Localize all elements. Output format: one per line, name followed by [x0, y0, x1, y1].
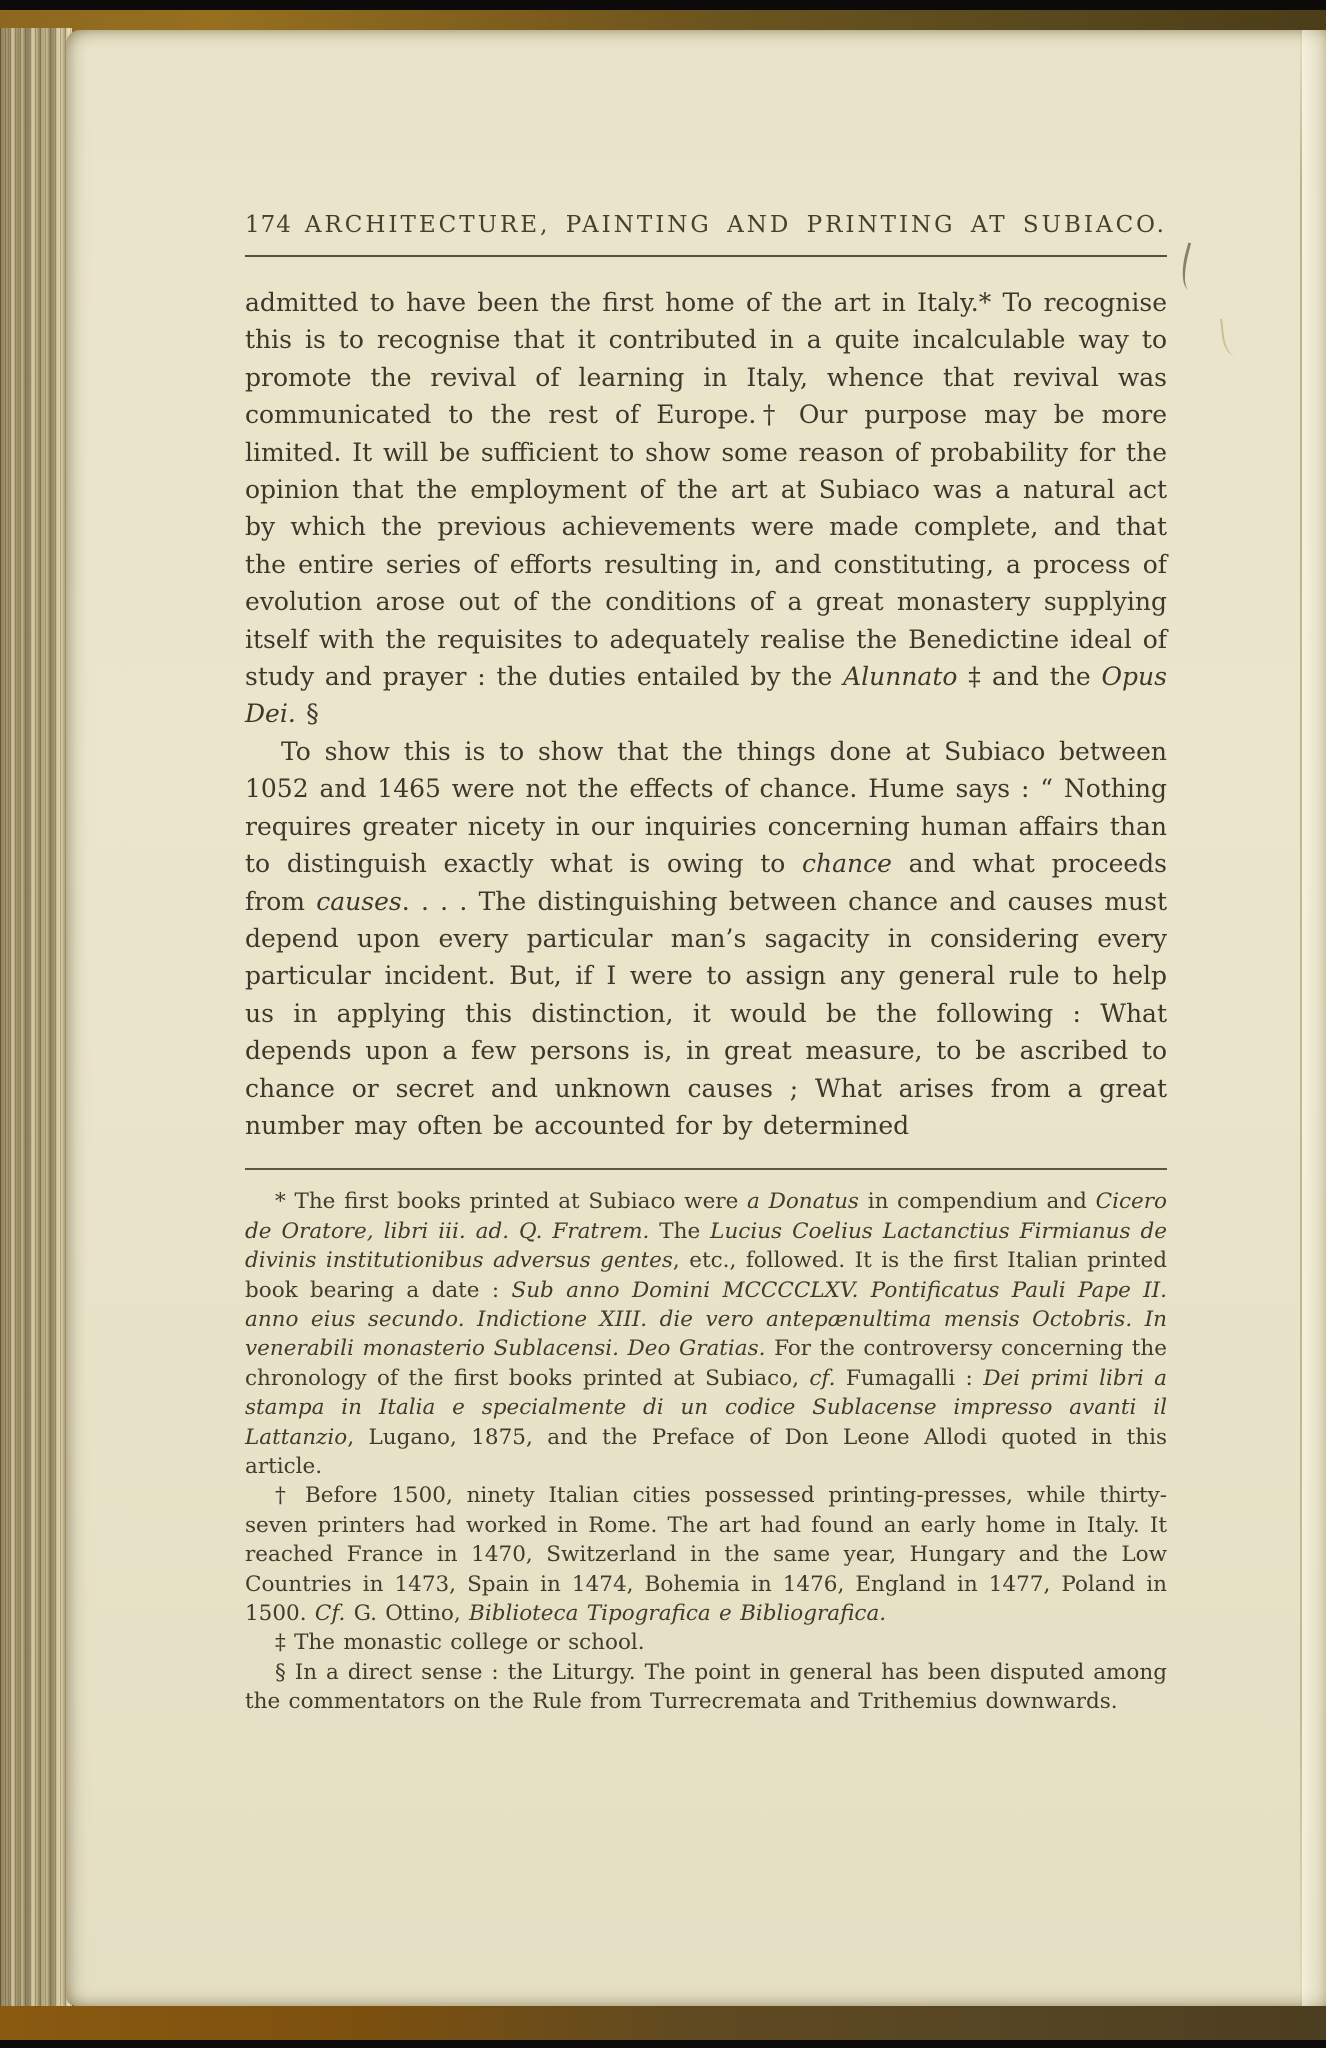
- margin-pen-mark: [1176, 242, 1206, 291]
- footnote-dagger: † Before 1500, ninety Italian cities possessed printing-presses, while thirty-seven printers had worked in Rome. The art had found an early home in Italy. It reached France in 1470, Switzerland in the same year, Hungary and the Low Countries in 1473, Spain in 1474, Bohemia in 1476, England in 1477, Poland in 1500. Cf. G. Ottino, Biblioteca Tipografica e Bibliografica.: [245, 1483, 1168, 1627]
- margin-scratch-mark: [1220, 317, 1236, 356]
- body-paragraph-2: To show this is to show that the things done at Subiaco between 1052 and 1465 were not the effects of chance. Hume says : “ Nothing requires greater nicety in our inquiries concerning human affairs than to distinguish exactly what is owing to chance and what proceeds from causes. . . . The distinguishing between chance and causes must depend upon every particular man’s sagacity in considering every particular incident. But, if I were to assign any general rule to help us in applying this distinction, it would be the following : What depends upon a few persons is, in great measure, to be ascribed to chance or secret and unknown causes ; What arises from a great number may often be accounted for by determined: [245, 736, 1168, 1140]
- footnote-marker: *: [275, 1189, 286, 1215]
- footnote-asterisk: * The first books printed at Subiaco were a Donatus in compendium and Cicero de Oratore, libri iii. ad. Q. Fratrem. The Lucius Coelius Lactanctius Firmianus de divinis institutionibus adversus gentes, etc., followed. It is the first Italian printed book bearing a date : Sub anno Domini MCCCCLXV. Pontificatus Pauli Pape II. anno eius secundo. Indictione XIII. die vero antepænultima mensis Octobris. In venerabili monasterio Sublacensi. Deo Gratias. For the controversy concerning the chronology of the first books printed at Subiaco, cf. Fumagalli : Dei primi libri a stampa in Italia e specialmente di un codice Sublacense impresso avanti il Lattanzio, Lugano, 1875, and the Preface of Don Leone Allodi quoted in this article.: [245, 1189, 1167, 1479]
- header-rule: [245, 255, 1167, 257]
- book-page: [66, 30, 1326, 2006]
- book-cover-bottom-edge: [0, 2004, 1326, 2040]
- footnotes: [245, 1187, 1167, 1716]
- footnote-marker: †: [275, 1483, 292, 1509]
- footnote-marker: ‡: [275, 1630, 286, 1656]
- page-number: 174: [245, 212, 292, 238]
- body-text: [245, 284, 1167, 1144]
- running-header: [245, 212, 1167, 238]
- running-title: ARCHITECTURE, PAINTING AND PRINTING AT SUBIACO.: [304, 212, 1167, 238]
- footnote-double-dagger: ‡ The monastic college or school.: [275, 1630, 645, 1656]
- footnote-rule: [245, 1168, 1167, 1170]
- page-right-edge: [1302, 30, 1326, 2006]
- text-block: [245, 212, 1167, 1717]
- footnote-marker: §: [275, 1659, 286, 1685]
- body-paragraph-1: admitted to have been the first home of the art in Italy.* To recognise this is to recognise that it contributed in a quite incalculable way to promote the revival of learning in Italy, whence that revival was communicated to the rest of Europe.† Our purpose may be more limited. It will be sufficient to show some reason of probability for the opinion that the employment of the art at Subiaco was a natural act by which the previous achievements were made complete, and that the entire series of efforts resulting in, and constituting, a process of evolution arose out of the conditions of a great monastery supplying itself with the requisites to adequately realise the Benedictine ideal of study and prayer : the duties entailed by the Alunnato ‡ and the Opus Dei. §: [245, 288, 1167, 729]
- page-right-crease: [1300, 30, 1302, 2006]
- footnote-section: § In a direct sense : the Liturgy. The point in general has been disputed among the commentators on the Rule from Turrecremata and Trithemius downwards.: [245, 1659, 1167, 1715]
- page-stack-left-edge: [0, 28, 72, 2006]
